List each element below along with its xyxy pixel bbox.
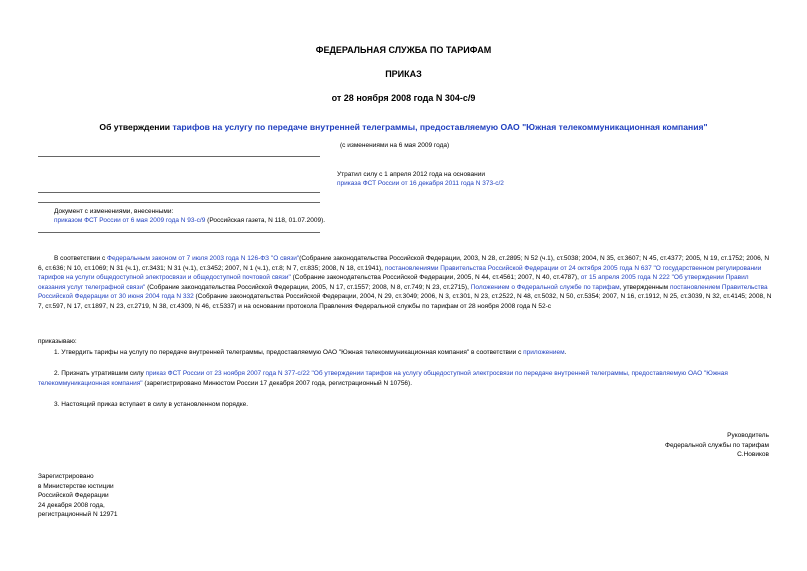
lost-force-text: Утратил силу с 1 апреля 2012 года на основании bbox=[337, 171, 485, 178]
registration-line: Российской Федерации bbox=[38, 492, 109, 499]
order-item-2 bbox=[38, 369, 773, 388]
document-type: ПРИКАЗ bbox=[385, 69, 422, 79]
changes-link[interactable]: приказом ФСТ России от 6 мая 2009 года N 93-с/9 bbox=[54, 217, 206, 224]
agency-name: ФЕДЕРАЛЬНАЯ СЛУЖБА ПО ТАРИФАМ bbox=[315, 45, 492, 55]
lost-force-link[interactable]: приказа ФСТ России от 16 декабря 2011 года N 373-с/2 bbox=[337, 180, 504, 187]
regulation-link[interactable]: Положением о Федеральной службе по тарифам bbox=[470, 283, 620, 291]
preamble-text: В соответствии с bbox=[54, 255, 108, 262]
divider bbox=[38, 202, 320, 203]
repealed-order-link[interactable]: приказ ФСТ России от 23 ноября 2007 года N 377-с/22 "Об утверждении тарифов на услугу общедоступной электросвязи по передаче внутренней телеграммы, предоставляемую ОАО "Южная телекоммуникационная компания" bbox=[38, 370, 728, 387]
preamble-text: (Собрание законодательства Российской Федерации, 2003, N 28, ст.2895; N 52 (ч.1), ст.5038; 2004, N 35, ст.3607; N 45, ст.4377; 2005, N 19, ст.1752; 2006, N 6, ст.636; N 10, ст.1069; N 31 (ч.1), ст.3431; N 31 (ч.1), ст.3452; 2007, N 1 (ч.1), ст.8; N 7, ст.835; 2008, N 18, ст.1941), bbox=[38, 255, 770, 272]
signature-block bbox=[665, 431, 769, 460]
appendix-link[interactable]: приложением bbox=[523, 349, 565, 356]
order-item-1 bbox=[54, 348, 774, 358]
registration-line: 24 декабря 2008 года, bbox=[38, 501, 105, 509]
preamble-text: , утвержденным bbox=[619, 283, 670, 291]
registration-line: в Министерстве юстиции bbox=[38, 482, 114, 490]
registration-line: регистрационный N 12971 bbox=[38, 511, 118, 518]
item-text: 1. Утвердить тарифы на услугу по передаче внутренней телеграммы, предоставляемую ОАО "Южная телекоммуникационная компания" в соответствии с bbox=[54, 349, 524, 356]
divider bbox=[38, 192, 320, 193]
item-text: 2. Признать утратившим силу bbox=[54, 370, 146, 377]
telegraph-rules-link[interactable]: от 15 апреля 2005 года N 222 "Об утверждении Правил оказания услуг телеграфной связи" bbox=[38, 274, 749, 291]
item-text: . bbox=[564, 349, 567, 356]
signature-name: С.Новиков bbox=[737, 451, 769, 458]
amendment-note: (с изменениями на 6 мая 2009 года) bbox=[340, 142, 450, 149]
registration-line: Зарегистрировано bbox=[38, 473, 94, 480]
preamble-text: (Собрание законодательства Российской Федерации, 2005, N 17, ст.1557; 2008, N 8, ст.749; N 23, ст.2715), bbox=[145, 283, 471, 291]
decree-332-link[interactable]: постановлением Правительства Российской Федерации от 30 июня 2004 года N 332 bbox=[38, 283, 768, 300]
title-prefix: Об утверждении bbox=[99, 122, 173, 132]
order-word: приказываю: bbox=[38, 338, 77, 345]
preamble-text: (Собрание законодательства Российской Федерации, 2004, N 29, ст.3049; 2006, N 3, ст.301, N 23, ст.2522, N 48, ст.5032, N 50, ст.5354; 2007, N 16, ст.1912, N 25, ст.3039, N 32, ст.4145; 2008, N 7, ст.597, N 17, ст.1897, N 23, ст.2719, N 38, ст.4309, N 46, ст.5337) и на основании протокола Правления Федеральной службы по тарифам от 28 ноября 2008 года N 52-с bbox=[38, 293, 772, 310]
preamble-text: (Собрание законодательства Российской Федерации, 2005, N 44, ст.4561; 2007, N 40, ст.4787), bbox=[290, 274, 581, 281]
document-title bbox=[0, 122, 807, 132]
changes-label: Документ с изменениями, внесенными: bbox=[54, 208, 174, 215]
changes-line bbox=[54, 216, 325, 226]
changes-tail: (Российская газета, N 118, 01.07.2009). bbox=[205, 217, 326, 224]
signature-agency: Федеральной службы по тарифам bbox=[665, 441, 769, 449]
divider bbox=[38, 232, 320, 233]
title-link[interactable]: тарифов на услугу по передаче внутренней телеграммы, предоставляемую ОАО "Южная телекоммуникационная компания" bbox=[172, 122, 708, 132]
government-decree-link[interactable]: постановлениями Правительства Российской Федерации от 24 октября 2005 года N 637 "О государственном регулировании тарифов на услуги общедоступной электросвязи и общедоступной почтовой связи" bbox=[38, 264, 762, 281]
order-item-3: 3. Настоящий приказ вступает в силу в установленном порядке. bbox=[54, 401, 249, 408]
preamble-paragraph bbox=[38, 254, 773, 311]
law-link[interactable]: Федеральным законом от 7 июля 2003 года N 126-ФЗ "О связи" bbox=[107, 255, 300, 262]
item-text: (зарегистрировано Минюстом России 17 декабря 2007 года, регистрационный N 10756). bbox=[142, 379, 413, 387]
document-date-number: от 28 ноября 2008 года N 304-с/9 bbox=[331, 93, 476, 103]
registration-block bbox=[38, 472, 118, 520]
signature-title: Руководитель bbox=[727, 432, 769, 439]
divider bbox=[38, 156, 320, 157]
